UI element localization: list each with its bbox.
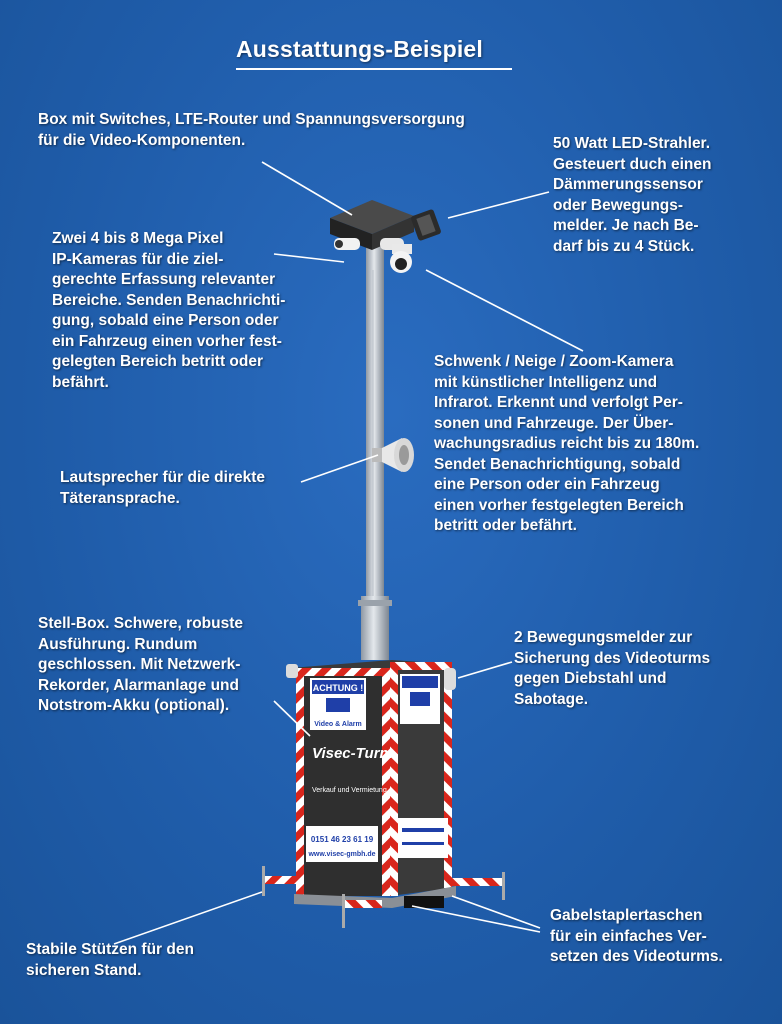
callout-line: 2 Bewegungsmelder zur (514, 629, 693, 646)
panel-warning-title: ACHTUNG ! (312, 683, 364, 693)
panel-slogan: Verkauf und Vermietung (312, 787, 387, 794)
callout-line: geschlossen. Mit Netzwerk- (38, 656, 241, 673)
callout-line: sicheren Stand. (26, 961, 142, 979)
callout-motion-detectors (514, 628, 710, 710)
callout-ip-cameras (52, 229, 285, 393)
callout-line: Notstrom-Akku (optional). (38, 697, 230, 714)
callout-line: wachungsradius reicht bis zu 180m. (434, 435, 700, 452)
callout-line: Rekorder, Alarmanlage und (38, 676, 239, 694)
callout-led-spotlight (553, 134, 711, 257)
callout-line: für die Video-Komponenten. (38, 131, 246, 149)
callout-line: Dämmerungssensor (553, 176, 703, 193)
callout-forklift-pockets (550, 906, 723, 968)
callout-line: Box mit Switches, LTE-Router und Spannungsversorgung (38, 111, 465, 128)
callout-line: gelegten Bereich betritt oder (52, 353, 264, 370)
callout-line: Sabotage. (514, 690, 589, 708)
panel-phone: 0151 46 23 61 19 (310, 835, 374, 844)
callout-line: Stell-Box. Schwere, robuste (38, 615, 243, 632)
callout-line: betritt oder befährt. (434, 517, 577, 534)
ptz-camera (390, 244, 412, 273)
callout-line: Täteransprache. (60, 489, 180, 507)
callout-line: Bereiche. Senden Benachrichti- (52, 291, 286, 309)
callout-line: mit künstlicher Intelligenz und (434, 373, 658, 391)
panel-web: www.visec-gmbh.de (308, 851, 376, 858)
callout-line: setzen des Videoturms. (550, 948, 723, 965)
callout-line: melder. Je nach Be- (553, 217, 699, 234)
callout-line: darf bis zu 4 Stück. (553, 237, 695, 255)
callout-line: Lautsprecher für die direkte (60, 469, 266, 486)
callout-line: gegen Diebstahl und (514, 670, 667, 687)
callout-line: Stabile Stützen für den (26, 941, 194, 958)
callout-line: Ausführung. Rundum (38, 635, 198, 653)
callout-line: einen vorher festgelegten Bereich (434, 496, 684, 514)
callout-line: Sicherung des Videoturms (514, 649, 711, 667)
callout-ptz-camera (434, 352, 699, 537)
callout-switch-box (38, 110, 465, 151)
page-title: Ausstattungs-Beispiel (236, 36, 484, 62)
callout-line: Sendet Benachrichtigung, sobald (434, 455, 681, 473)
callout-line: IP-Kameras für die ziel- (52, 250, 224, 268)
callout-line: für ein einfaches Ver- (550, 927, 707, 945)
callout-line: befährt. (52, 373, 109, 391)
led-spotlight (410, 209, 441, 242)
callout-line: Schwenk / Neige / Zoom-Kamera (434, 353, 674, 370)
callout-stell-box (38, 614, 243, 717)
callout-line: gerechte Erfassung relevanter (52, 271, 276, 288)
callout-line: Zwei 4 bis 8 Mega Pixel (52, 230, 224, 247)
callout-line: oder Bewegungs- (553, 196, 684, 214)
callout-feet (26, 940, 194, 981)
panel-brand: Visec-Turm (312, 745, 393, 762)
callout-line: sonen und Fahrzeuge. Der Über- (434, 414, 674, 432)
callout-line: ein Fahrzeug einen vorher fest- (52, 332, 282, 350)
callout-line: Infrarot. Erkennt und verfolgt Per- (434, 394, 683, 411)
callout-line: Gesteuert duch einen (553, 155, 712, 173)
callout-line: Gabelstaplertaschen (550, 907, 703, 924)
callout-line: 50 Watt LED-Strahler. (553, 135, 711, 152)
callout-line: eine Person oder ein Fahrzeug (434, 476, 660, 493)
callout-loudspeaker (60, 468, 265, 509)
panel-warning-sub: Video & Alarm (314, 721, 362, 728)
callout-line: gung, sobald eine Person oder (52, 312, 279, 329)
